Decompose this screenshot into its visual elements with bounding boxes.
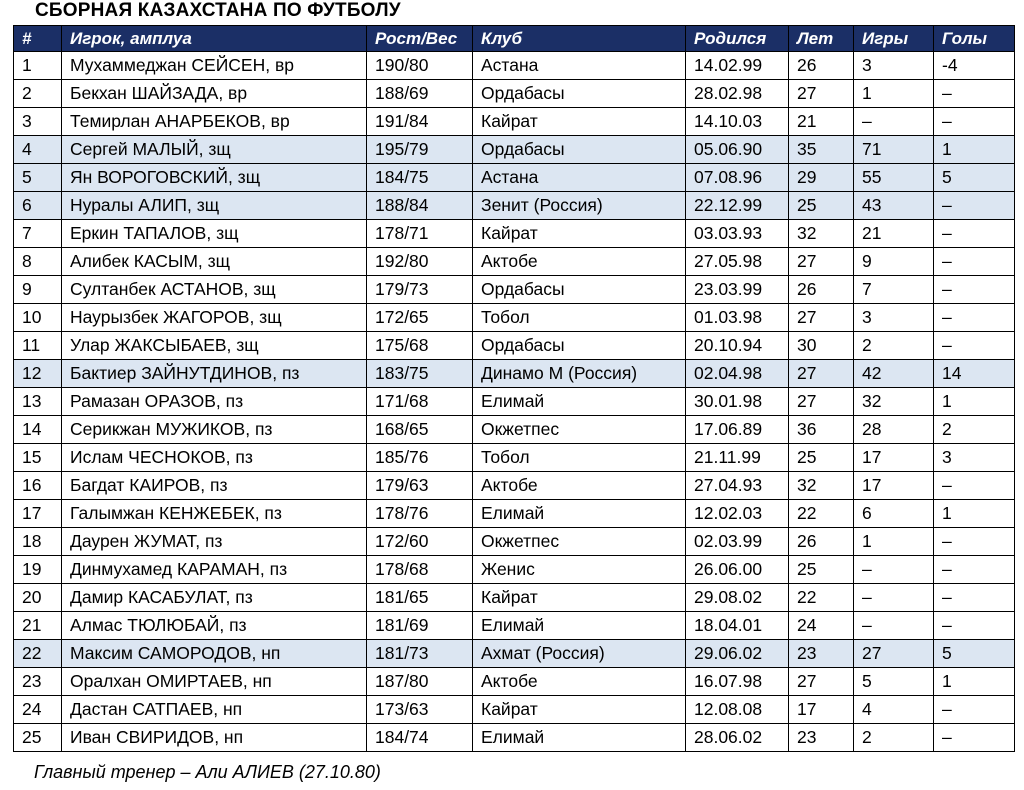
cell-age: 25 xyxy=(789,192,854,220)
cell-games: 5 xyxy=(854,668,934,696)
cell-born: 02.04.98 xyxy=(686,360,789,388)
cell-born: 27.04.93 xyxy=(686,472,789,500)
cell-games: 17 xyxy=(854,444,934,472)
cell-player: Султанбек АСТАНОВ, зщ xyxy=(62,276,367,304)
cell-club: Астана xyxy=(473,164,686,192)
document-title: СБОРНАЯ КАЗАХСТАНА ПО ФУТБОЛУ xyxy=(35,0,401,21)
table-row xyxy=(14,52,1015,80)
cell-player: Нуралы АЛИП, зщ xyxy=(62,192,367,220)
cell-goals: -4 xyxy=(934,52,1015,80)
cell-number: 20 xyxy=(14,584,62,612)
cell-age: 26 xyxy=(789,52,854,80)
cell-height-weight: 178/71 xyxy=(367,220,473,248)
cell-goals: – xyxy=(934,556,1015,584)
cell-player: Еркин ТАПАЛОВ, зщ xyxy=(62,220,367,248)
cell-number: 10 xyxy=(14,304,62,332)
cell-goals: – xyxy=(934,724,1015,752)
table-header-row xyxy=(14,26,1015,52)
cell-height-weight: 181/65 xyxy=(367,584,473,612)
table-row xyxy=(14,108,1015,136)
cell-number: 17 xyxy=(14,500,62,528)
cell-games: 2 xyxy=(854,724,934,752)
cell-height-weight: 190/80 xyxy=(367,52,473,80)
cell-age: 27 xyxy=(789,80,854,108)
cell-goals: – xyxy=(934,696,1015,724)
cell-club: Кайрат xyxy=(473,108,686,136)
column-header-number: # xyxy=(14,26,62,52)
cell-number: 24 xyxy=(14,696,62,724)
cell-club: Елимай xyxy=(473,612,686,640)
column-header-games: Игры xyxy=(854,26,934,52)
cell-born: 03.03.93 xyxy=(686,220,789,248)
cell-number: 11 xyxy=(14,332,62,360)
cell-number: 21 xyxy=(14,612,62,640)
column-header-age: Лет xyxy=(789,26,854,52)
head-coach-note: Главный тренер – Али АЛИЕВ (27.10.80) xyxy=(34,762,381,782)
table-row xyxy=(14,528,1015,556)
cell-goals: – xyxy=(934,584,1015,612)
cell-player: Мухаммеджан СЕЙСЕН, вр xyxy=(62,52,367,80)
cell-height-weight: 188/84 xyxy=(367,192,473,220)
cell-player: Багдат КАИРОВ, пз xyxy=(62,472,367,500)
cell-born: 28.02.98 xyxy=(686,80,789,108)
cell-height-weight: 179/63 xyxy=(367,472,473,500)
cell-born: 29.08.02 xyxy=(686,584,789,612)
table-row xyxy=(14,668,1015,696)
cell-height-weight: 181/73 xyxy=(367,640,473,668)
cell-club: Тобол xyxy=(473,304,686,332)
cell-games: 9 xyxy=(854,248,934,276)
cell-born: 21.11.99 xyxy=(686,444,789,472)
table-row xyxy=(14,444,1015,472)
cell-goals: 2 xyxy=(934,416,1015,444)
cell-number: 6 xyxy=(14,192,62,220)
cell-goals: 3 xyxy=(934,444,1015,472)
cell-club: Женис xyxy=(473,556,686,584)
cell-goals: – xyxy=(934,220,1015,248)
table-row xyxy=(14,332,1015,360)
table-row xyxy=(14,220,1015,248)
table-row xyxy=(14,724,1015,752)
table-row xyxy=(14,556,1015,584)
cell-player: Максим САМОРОДОВ, нп xyxy=(62,640,367,668)
column-header-height-weight: Рост/Вес xyxy=(367,26,473,52)
cell-games: 21 xyxy=(854,220,934,248)
cell-player: Оралхан ОМИРТАЕВ, нп xyxy=(62,668,367,696)
cell-height-weight: 178/68 xyxy=(367,556,473,584)
cell-age: 21 xyxy=(789,108,854,136)
cell-club: Кайрат xyxy=(473,220,686,248)
cell-number: 9 xyxy=(14,276,62,304)
cell-number: 2 xyxy=(14,80,62,108)
cell-number: 22 xyxy=(14,640,62,668)
cell-height-weight: 185/76 xyxy=(367,444,473,472)
cell-player: Даурен ЖУМАТ, пз xyxy=(62,528,367,556)
cell-club: Кайрат xyxy=(473,584,686,612)
cell-number: 18 xyxy=(14,528,62,556)
table-row xyxy=(14,192,1015,220)
cell-born: 30.01.98 xyxy=(686,388,789,416)
cell-age: 29 xyxy=(789,164,854,192)
cell-height-weight: 172/60 xyxy=(367,528,473,556)
cell-club: Актобе xyxy=(473,472,686,500)
cell-born: 01.03.98 xyxy=(686,304,789,332)
cell-height-weight: 184/74 xyxy=(367,724,473,752)
cell-born: 18.04.01 xyxy=(686,612,789,640)
cell-goals: – xyxy=(934,80,1015,108)
cell-games: 1 xyxy=(854,80,934,108)
table-row xyxy=(14,500,1015,528)
cell-games: – xyxy=(854,556,934,584)
cell-age: 22 xyxy=(789,500,854,528)
cell-number: 4 xyxy=(14,136,62,164)
cell-player: Динмухамед КАРАМАН, пз xyxy=(62,556,367,584)
cell-games: 43 xyxy=(854,192,934,220)
cell-goals: – xyxy=(934,332,1015,360)
cell-club: Окжетпес xyxy=(473,528,686,556)
cell-number: 8 xyxy=(14,248,62,276)
cell-player: Темирлан АНАРБЕКОВ, вр xyxy=(62,108,367,136)
cell-games: – xyxy=(854,612,934,640)
cell-player: Галымжан КЕНЖЕБЕК, пз xyxy=(62,500,367,528)
cell-age: 27 xyxy=(789,388,854,416)
cell-number: 5 xyxy=(14,164,62,192)
cell-born: 22.12.99 xyxy=(686,192,789,220)
cell-club: Зенит (Россия) xyxy=(473,192,686,220)
cell-age: 27 xyxy=(789,668,854,696)
cell-born: 12.08.08 xyxy=(686,696,789,724)
cell-games: – xyxy=(854,108,934,136)
cell-number: 14 xyxy=(14,416,62,444)
cell-born: 28.06.02 xyxy=(686,724,789,752)
cell-games: 42 xyxy=(854,360,934,388)
cell-club: Ордабасы xyxy=(473,136,686,164)
cell-number: 7 xyxy=(14,220,62,248)
cell-goals: – xyxy=(934,248,1015,276)
squad-table xyxy=(13,25,1015,752)
cell-club: Актобе xyxy=(473,668,686,696)
cell-born: 27.05.98 xyxy=(686,248,789,276)
cell-club: Кайрат xyxy=(473,696,686,724)
cell-goals: 1 xyxy=(934,668,1015,696)
cell-born: 02.03.99 xyxy=(686,528,789,556)
table-row xyxy=(14,696,1015,724)
cell-age: 22 xyxy=(789,584,854,612)
cell-club: Тобол xyxy=(473,444,686,472)
cell-goals: 5 xyxy=(934,640,1015,668)
cell-games: – xyxy=(854,584,934,612)
table-row xyxy=(14,640,1015,668)
cell-goals: 1 xyxy=(934,388,1015,416)
table-row xyxy=(14,80,1015,108)
cell-player: Сергей МАЛЫЙ, зщ xyxy=(62,136,367,164)
cell-games: 6 xyxy=(854,500,934,528)
cell-age: 17 xyxy=(789,696,854,724)
cell-born: 07.08.96 xyxy=(686,164,789,192)
cell-age: 27 xyxy=(789,304,854,332)
cell-height-weight: 191/84 xyxy=(367,108,473,136)
cell-height-weight: 181/69 xyxy=(367,612,473,640)
cell-player: Улар ЖАКСЫБАЕВ, зщ xyxy=(62,332,367,360)
cell-height-weight: 184/75 xyxy=(367,164,473,192)
cell-player: Алибек КАСЫМ, зщ xyxy=(62,248,367,276)
cell-player: Ислам ЧЕСНОКОВ, пз xyxy=(62,444,367,472)
table-row xyxy=(14,416,1015,444)
cell-height-weight: 195/79 xyxy=(367,136,473,164)
cell-age: 32 xyxy=(789,220,854,248)
cell-born: 29.06.02 xyxy=(686,640,789,668)
cell-height-weight: 179/73 xyxy=(367,276,473,304)
cell-born: 12.02.03 xyxy=(686,500,789,528)
cell-player: Дастан САТПАЕВ, нп xyxy=(62,696,367,724)
cell-age: 27 xyxy=(789,248,854,276)
cell-height-weight: 183/75 xyxy=(367,360,473,388)
table-row xyxy=(14,304,1015,332)
cell-club: Динамо М (Россия) xyxy=(473,360,686,388)
cell-age: 24 xyxy=(789,612,854,640)
cell-games: 3 xyxy=(854,304,934,332)
table-row xyxy=(14,612,1015,640)
cell-goals: – xyxy=(934,528,1015,556)
cell-number: 12 xyxy=(14,360,62,388)
cell-club: Ахмат (Россия) xyxy=(473,640,686,668)
cell-player: Наурызбек ЖАГОРОВ, зщ xyxy=(62,304,367,332)
cell-born: 05.06.90 xyxy=(686,136,789,164)
cell-games: 2 xyxy=(854,332,934,360)
cell-games: 27 xyxy=(854,640,934,668)
table-row xyxy=(14,388,1015,416)
cell-club: Елимай xyxy=(473,500,686,528)
cell-height-weight: 178/76 xyxy=(367,500,473,528)
cell-height-weight: 187/80 xyxy=(367,668,473,696)
cell-height-weight: 171/68 xyxy=(367,388,473,416)
cell-age: 23 xyxy=(789,640,854,668)
cell-player: Серикжан МУЖИКОВ, пз xyxy=(62,416,367,444)
cell-age: 27 xyxy=(789,360,854,388)
table-row xyxy=(14,136,1015,164)
cell-club: Ордабасы xyxy=(473,276,686,304)
cell-born: 23.03.99 xyxy=(686,276,789,304)
cell-height-weight: 173/63 xyxy=(367,696,473,724)
cell-games: 4 xyxy=(854,696,934,724)
cell-number: 19 xyxy=(14,556,62,584)
table-row xyxy=(14,472,1015,500)
cell-games: 1 xyxy=(854,528,934,556)
cell-age: 25 xyxy=(789,556,854,584)
cell-player: Бактиер ЗАЙНУТДИНОВ, пз xyxy=(62,360,367,388)
cell-player: Ян ВОРОГОВСКИЙ, зщ xyxy=(62,164,367,192)
cell-player: Алмас ТЮЛЮБАЙ, пз xyxy=(62,612,367,640)
cell-games: 32 xyxy=(854,388,934,416)
cell-age: 36 xyxy=(789,416,854,444)
cell-player: Бекхан ШАЙЗАДА, вр xyxy=(62,80,367,108)
cell-goals: – xyxy=(934,192,1015,220)
column-header-goals: Голы xyxy=(934,26,1015,52)
cell-goals: 14 xyxy=(934,360,1015,388)
cell-number: 1 xyxy=(14,52,62,80)
cell-age: 30 xyxy=(789,332,854,360)
cell-height-weight: 188/69 xyxy=(367,80,473,108)
cell-number: 25 xyxy=(14,724,62,752)
cell-age: 26 xyxy=(789,528,854,556)
cell-club: Астана xyxy=(473,52,686,80)
cell-goals: 1 xyxy=(934,136,1015,164)
cell-games: 71 xyxy=(854,136,934,164)
cell-club: Ордабасы xyxy=(473,80,686,108)
cell-born: 26.06.00 xyxy=(686,556,789,584)
cell-games: 55 xyxy=(854,164,934,192)
cell-goals: – xyxy=(934,108,1015,136)
cell-club: Елимай xyxy=(473,388,686,416)
table-row xyxy=(14,276,1015,304)
cell-club: Ордабасы xyxy=(473,332,686,360)
cell-club: Елимай xyxy=(473,724,686,752)
cell-player: Иван СВИРИДОВ, нп xyxy=(62,724,367,752)
cell-games: 17 xyxy=(854,472,934,500)
cell-number: 3 xyxy=(14,108,62,136)
cell-born: 17.06.89 xyxy=(686,416,789,444)
cell-goals: 1 xyxy=(934,500,1015,528)
cell-goals: – xyxy=(934,472,1015,500)
cell-goals: – xyxy=(934,304,1015,332)
cell-born: 20.10.94 xyxy=(686,332,789,360)
cell-height-weight: 192/80 xyxy=(367,248,473,276)
cell-age: 26 xyxy=(789,276,854,304)
cell-number: 13 xyxy=(14,388,62,416)
table-body xyxy=(14,52,1015,752)
cell-height-weight: 168/65 xyxy=(367,416,473,444)
cell-goals: – xyxy=(934,612,1015,640)
column-header-player: Игрок, амплуа xyxy=(62,26,367,52)
cell-goals: – xyxy=(934,276,1015,304)
table-row xyxy=(14,360,1015,388)
cell-number: 15 xyxy=(14,444,62,472)
cell-goals: 5 xyxy=(934,164,1015,192)
cell-number: 16 xyxy=(14,472,62,500)
cell-number: 23 xyxy=(14,668,62,696)
cell-player: Дамир КАСАБУЛАТ, пз xyxy=(62,584,367,612)
cell-player: Рамазан ОРАЗОВ, пз xyxy=(62,388,367,416)
table-row xyxy=(14,584,1015,612)
cell-games: 3 xyxy=(854,52,934,80)
cell-club: Окжетпес xyxy=(473,416,686,444)
cell-born: 16.07.98 xyxy=(686,668,789,696)
cell-height-weight: 172/65 xyxy=(367,304,473,332)
cell-age: 23 xyxy=(789,724,854,752)
cell-age: 35 xyxy=(789,136,854,164)
table-row xyxy=(14,248,1015,276)
table-row xyxy=(14,164,1015,192)
column-header-club: Клуб xyxy=(473,26,686,52)
cell-height-weight: 175/68 xyxy=(367,332,473,360)
cell-age: 25 xyxy=(789,444,854,472)
cell-games: 28 xyxy=(854,416,934,444)
column-header-born: Родился xyxy=(686,26,789,52)
cell-born: 14.02.99 xyxy=(686,52,789,80)
cell-club: Актобе xyxy=(473,248,686,276)
cell-games: 7 xyxy=(854,276,934,304)
cell-born: 14.10.03 xyxy=(686,108,789,136)
cell-age: 32 xyxy=(789,472,854,500)
